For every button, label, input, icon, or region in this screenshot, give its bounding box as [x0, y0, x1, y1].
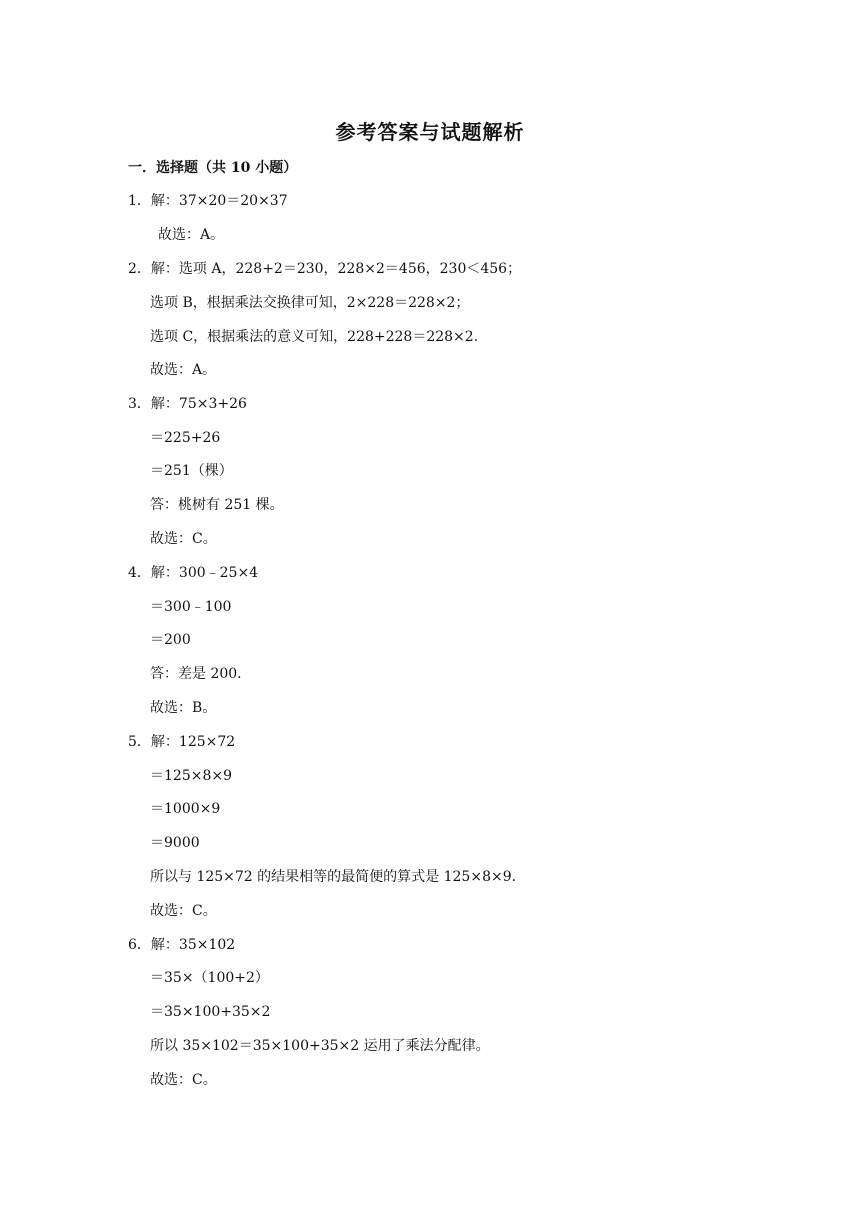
answer-line: 所以与 125×72 的结果相等的最简便的算式是 125×8×9． [150, 869, 526, 885]
answer-line: 故选：A。 [158, 227, 225, 243]
answer-line: 故选：C。 [150, 531, 217, 547]
answer-line: 6．解：35×102 [128, 937, 236, 953]
answer-line: 3．解：75×3+26 [128, 396, 247, 412]
answer-line: 故选：C。 [150, 1072, 217, 1088]
answer-line: ＝300﹣100 [150, 599, 232, 615]
answer-line: 5．解：125×72 [128, 734, 236, 750]
answer-line: 所以 35×102＝35×100+35×2 运用了乘法分配律。 [150, 1038, 490, 1054]
answer-line: ＝225+26 [150, 430, 221, 446]
answer-line: 故选：B。 [150, 700, 217, 716]
answer-line: 选项 C，根据乘法的意义可知，228+228＝228×2. [150, 329, 479, 345]
answer-line: ＝35×100+35×2 [150, 1004, 271, 1020]
answer-line: 4．解：300﹣25×4 [128, 565, 259, 581]
answer-line: 答：差是 200． [150, 666, 252, 682]
answer-line: 1．解：37×20＝20×37 [128, 193, 288, 209]
answer-line: 选项 B，根据乘法交换律可知，2×228＝228×2； [150, 295, 470, 311]
section-heading: 一．选择题（共 10 小题） [128, 160, 298, 176]
answer-line: 故选：A。 [150, 362, 217, 378]
answer-line: 2．解：选项 A，228+2＝230，228×2＝456，230＜456； [128, 261, 522, 277]
answer-line: ＝125×8×9 [150, 768, 232, 784]
answer-line: 故选：C。 [150, 903, 217, 919]
answer-line: ＝1000×9 [150, 801, 221, 817]
answer-line: ＝251（棵） [150, 463, 233, 479]
answer-line: 答：桃树有 251 棵。 [150, 497, 284, 513]
page-title: 参考答案与试题解析 [335, 120, 525, 144]
answer-line: ＝35×（100+2） [150, 970, 269, 986]
answer-line: ＝200 [150, 632, 191, 648]
answer-line: ＝9000 [150, 835, 200, 851]
